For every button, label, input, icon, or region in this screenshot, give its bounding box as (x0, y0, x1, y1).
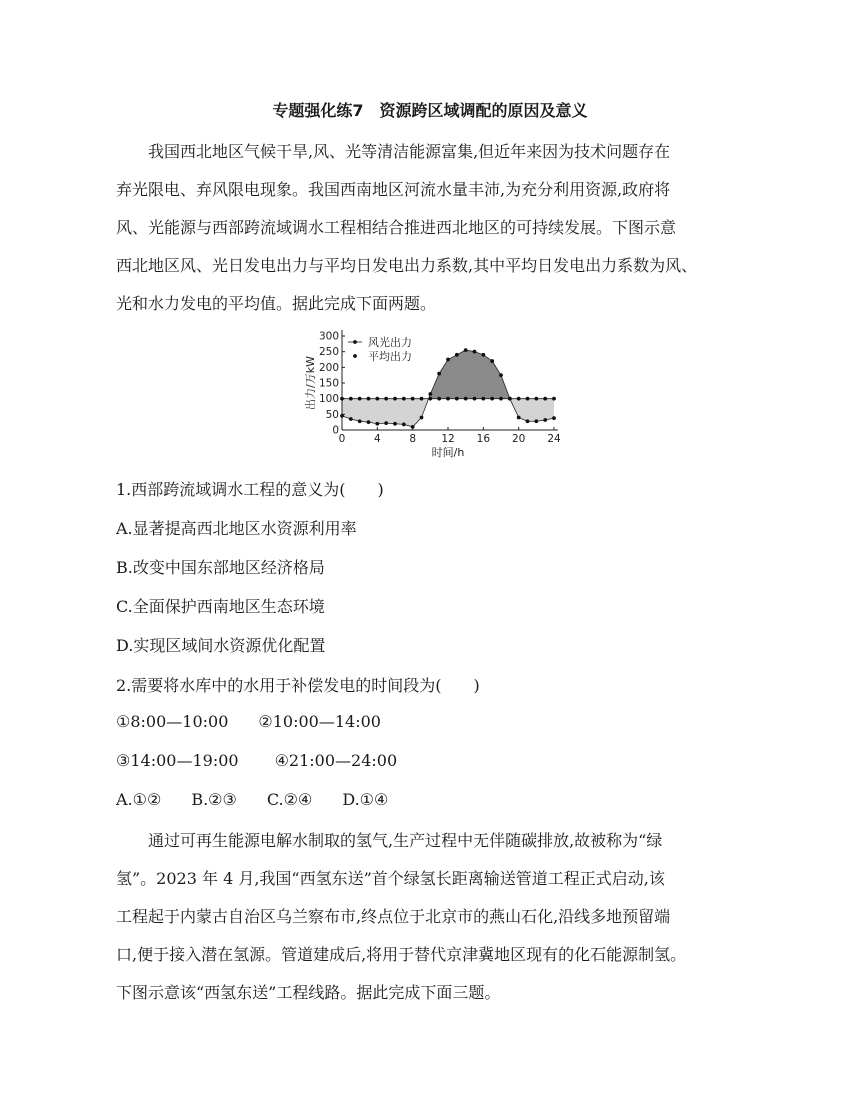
intro1-line: 光和水力发电的平均值。据此完成下面两题。 (116, 294, 437, 313)
wind-solar-point (420, 416, 424, 420)
question-1-option-a: A.显著提高西北地区水资源利用率 (116, 519, 357, 538)
average-point (543, 397, 547, 401)
average-point (402, 397, 406, 401)
intro1-line: 弃光限电、弃风限电现象。我国西南地区河流水量丰沛,为充分利用资源,政府将 (116, 180, 671, 199)
x-tick-label: 12 (441, 433, 455, 445)
average-point (473, 397, 477, 401)
x-tick-label: 24 (547, 433, 561, 445)
intro2-line: 下图示意该“西氢东送”工程线路。据此完成下面三题。 (116, 983, 501, 1002)
wind-solar-point (481, 353, 485, 357)
wind-solar-point (534, 419, 538, 423)
intro1-line: 我国西北地区气候干旱,风、光等清洁能源富集,但近年来因为技术问题存在 (148, 142, 671, 161)
question-2-option-b: B.②③ (191, 790, 237, 809)
wind-solar-point (499, 373, 503, 377)
question-1-option-b: B.改变中国东部地区经济格局 (116, 558, 325, 577)
period-2: ②10:00—14:00 (258, 712, 381, 731)
wind-solar-point (437, 372, 441, 376)
legend-marker-average (353, 354, 357, 358)
question-2-options (116, 790, 388, 809)
y-tick-label: 50 (325, 408, 339, 421)
x-axis-label: 时间/h (431, 446, 465, 458)
intro1-line: 风、光能源与西部跨流域调水工程相结合推进西北地区的可持续发展。下图示意 (116, 218, 677, 237)
average-point (552, 397, 556, 401)
average-point (490, 397, 494, 401)
question-2-periods-row-2 (116, 751, 397, 770)
wind-solar-point (508, 397, 512, 401)
question-1-option-c: C.全面保护西南地区生态环境 (116, 597, 325, 616)
page-title: 专题强化练7 资源跨区域调配的原因及意义 (272, 101, 588, 120)
average-point (517, 397, 521, 401)
x-tick-label: 16 (476, 433, 491, 445)
legend-marker-wind-solar (353, 340, 357, 344)
question-1-stem: 1.西部跨流域调水工程的意义为( ) (116, 480, 384, 499)
question-2-stem: 2.需要将水库中的水用于补偿发电的时间段为( ) (116, 676, 480, 695)
average-point (437, 397, 441, 401)
wind-solar-point (411, 425, 415, 429)
y-tick-label: 0 (332, 424, 339, 437)
intro2-line: 工程起于内蒙古自治区乌兰察布市,终点位于北京市的燕山石化,沿线多地预留端 (116, 907, 671, 926)
x-tick-label: 4 (373, 433, 381, 445)
wind-solar-point (340, 414, 344, 418)
intro2-line: 口,便于接入潜在氢源。管道建成后,将用于替代京津冀地区现有的化石能源制氢。 (116, 945, 687, 964)
average-point (499, 397, 503, 401)
average-point (420, 397, 424, 401)
average-point (534, 397, 538, 401)
intro2-line: 氢”。2023 年 4 月,我国“西氢东送”首个绿氢长距离输送管道工程正式启动,该 (116, 869, 665, 888)
power-output-chart (300, 326, 570, 458)
average-point (411, 397, 415, 401)
average-point (367, 397, 371, 401)
y-tick-label: 200 (318, 361, 339, 374)
average-point (428, 397, 432, 401)
average-point (340, 397, 344, 401)
wind-solar-point (552, 416, 556, 420)
wind-solar-point (402, 422, 406, 426)
average-point (455, 397, 459, 401)
average-point (446, 397, 450, 401)
wind-solar-point (367, 420, 371, 424)
legend-label-average: 平均出力 (368, 350, 412, 363)
wind-solar-point (543, 418, 547, 422)
intro1-line: 西北地区风、光日发电出力与平均日发电出力系数,其中平均日发电出力系数为风、 (116, 256, 698, 275)
average-point (393, 397, 397, 401)
y-tick-label: 150 (318, 377, 339, 390)
question-2-option-a: A.①② (116, 790, 162, 809)
wind-solar-point (446, 358, 450, 362)
x-tick-label: 8 (409, 433, 417, 445)
wind-solar-point (526, 419, 530, 423)
wind-solar-point (517, 416, 521, 420)
average-point (349, 397, 353, 401)
y-axis-label: 出力/万kW (304, 356, 317, 410)
question-2-option-d: D.①④ (342, 790, 389, 809)
wind-solar-point (490, 359, 494, 363)
x-tick-label: 0 (338, 433, 346, 445)
average-point (481, 397, 485, 401)
wind-solar-point (384, 421, 388, 425)
intro-paragraph-2 (116, 822, 748, 1012)
period-3: ③14:00—19:00 (116, 751, 239, 770)
question-2-option-c: C.②④ (266, 790, 313, 809)
y-tick-label: 250 (318, 346, 339, 359)
wind-solar-point (428, 392, 432, 396)
legend-label-wind-solar: 风光出力 (368, 336, 412, 349)
y-tick-label: 300 (318, 330, 339, 343)
average-point (384, 397, 388, 401)
average-point (526, 397, 530, 401)
intro2-line: 通过可再生能源电解水制取的氢气,生产过程中无伴随碳排放,故被称为“绿 (148, 831, 663, 850)
wind-solar-point (349, 417, 353, 421)
question-1-option-d: D.实现区域间水资源优化配置 (116, 636, 326, 655)
period-1: ①8:00—10:00 (116, 712, 229, 731)
wind-solar-point (473, 350, 477, 354)
intro-paragraph-1 (116, 133, 748, 323)
wind-solar-point (375, 422, 379, 426)
wind-solar-point (393, 422, 397, 426)
wind-solar-point (455, 353, 459, 357)
y-tick-label: 100 (318, 393, 339, 406)
wind-solar-point (358, 419, 362, 423)
wind-solar-point (464, 348, 468, 352)
average-point (358, 397, 362, 401)
question-2-periods-row-1 (116, 712, 381, 731)
average-point (464, 397, 468, 401)
average-point (375, 397, 379, 401)
x-tick-label: 20 (511, 433, 526, 445)
period-4: ④21:00—24:00 (274, 751, 398, 770)
